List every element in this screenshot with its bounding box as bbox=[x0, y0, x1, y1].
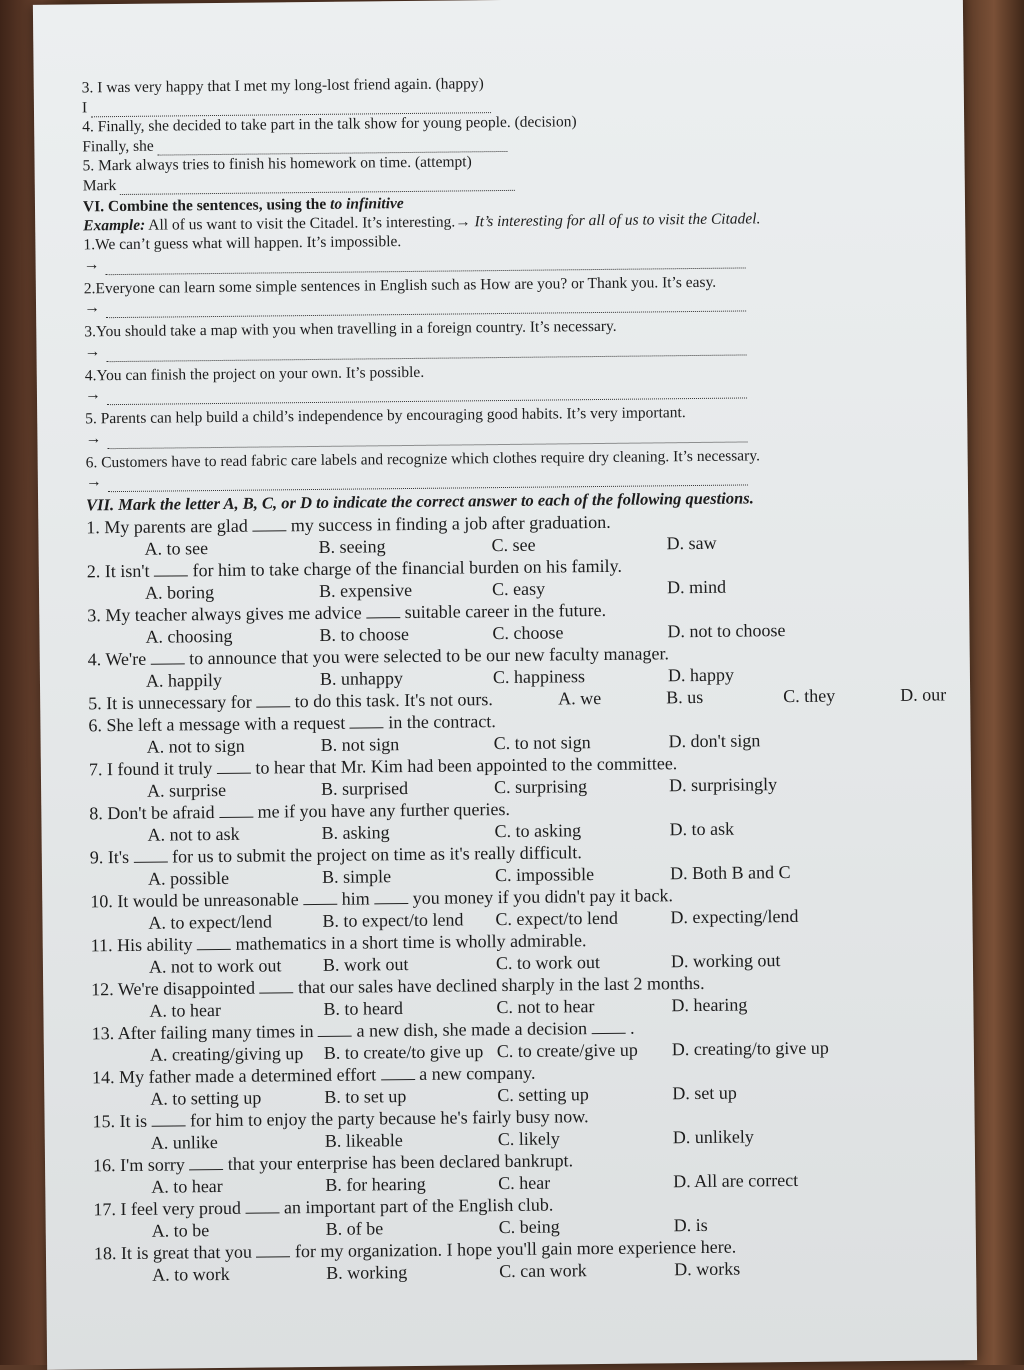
option-d[interactable]: D. to ask bbox=[669, 818, 735, 840]
option-d[interactable]: D. set up bbox=[672, 1082, 737, 1104]
option-d[interactable]: D. works bbox=[674, 1258, 741, 1280]
option-b[interactable]: B. to set up bbox=[324, 1086, 407, 1107]
option-d[interactable]: D. expecting/lend bbox=[670, 905, 799, 928]
answer-blank[interactable] bbox=[381, 1064, 415, 1080]
option-b[interactable]: B. for hearing bbox=[325, 1173, 426, 1195]
question-text: you money if you didn't pay it back. bbox=[412, 885, 674, 908]
question-item bbox=[94, 1233, 944, 1286]
option-c[interactable]: C. to asking bbox=[494, 820, 582, 842]
option-a[interactable]: A. not to work out bbox=[148, 955, 282, 977]
option-a[interactable]: A. not to sign bbox=[146, 735, 245, 757]
option-a[interactable]: A. boring bbox=[144, 582, 215, 603]
arrow-icon: → bbox=[83, 255, 100, 273]
question-text: 6. She left a message with a request bbox=[88, 712, 346, 736]
rewrite-item: 4. Finally, she decided to take part in the talk show for young people. (decision) bbox=[82, 113, 577, 136]
question-text: 13. After failing many times in bbox=[91, 1021, 314, 1044]
option-c[interactable]: C. expect/to lend bbox=[495, 907, 619, 930]
option-d[interactable]: D. mind bbox=[666, 576, 727, 598]
question-text: 3. My teacher always gives me advice bbox=[87, 602, 362, 626]
option-c[interactable]: C. being bbox=[498, 1216, 560, 1238]
answer-blank[interactable] bbox=[133, 847, 167, 863]
option-a[interactable]: A. unlike bbox=[150, 1132, 218, 1153]
question-text: suitable career in the future. bbox=[404, 599, 607, 623]
option-d[interactable]: D. hearing bbox=[671, 994, 748, 1016]
option-c[interactable]: C. impossible bbox=[494, 864, 595, 886]
question-text: 12. We're disappointed bbox=[91, 977, 256, 1000]
answer-blank[interactable] bbox=[219, 802, 253, 818]
question-text: that our sales have declined sharply in the last 2 months. bbox=[298, 972, 705, 998]
worksheet-paper bbox=[33, 0, 977, 1370]
worksheet-content bbox=[82, 69, 945, 1286]
option-d[interactable]: D. don't sign bbox=[668, 730, 761, 752]
question-text: for us to submit the project on time as it's really difficult. bbox=[171, 842, 582, 867]
question-text: him bbox=[341, 888, 370, 909]
option-c[interactable]: C. they bbox=[783, 685, 836, 707]
question-text: for him to enjoy the party because he's fairly busy now. bbox=[189, 1106, 589, 1131]
question-text: in the contract. bbox=[388, 711, 496, 733]
option-b[interactable]: B. unhappy bbox=[319, 668, 404, 689]
answer-blank[interactable] bbox=[217, 758, 251, 774]
rewrite-start: I bbox=[81, 98, 88, 116]
answer-blank[interactable] bbox=[350, 712, 384, 728]
answer-blank[interactable] bbox=[260, 977, 294, 993]
option-d[interactable]: D. All are correct bbox=[673, 1169, 799, 1192]
question-text: for my organization. I hope you'll gain more experience here. bbox=[294, 1236, 737, 1262]
option-a[interactable]: A. we bbox=[558, 687, 602, 709]
question-text: 14. My father made a determined effort bbox=[92, 1064, 377, 1088]
option-d[interactable]: D. not to choose bbox=[667, 620, 786, 642]
option-a[interactable]: A. to work bbox=[152, 1263, 230, 1285]
option-d[interactable]: D. surprisingly bbox=[668, 774, 778, 796]
arrow-icon: → bbox=[84, 386, 102, 404]
section-7-title: VII. Mark the letter A, B, C, or D to indicate the correct answer to each of the following questions. bbox=[86, 488, 754, 515]
question-text: my success in finding a job after graduation. bbox=[290, 511, 611, 536]
option-a[interactable]: A. to see bbox=[144, 538, 209, 559]
question-text: 8. Don't be afraid bbox=[89, 802, 215, 824]
answer-blank[interactable] bbox=[366, 602, 400, 618]
option-b[interactable]: B. asking bbox=[321, 822, 390, 843]
question-text: 10. It would be unreasonable bbox=[90, 889, 299, 912]
answer-blank[interactable] bbox=[318, 1021, 352, 1037]
answer-blank[interactable] bbox=[303, 889, 337, 905]
rewrite-sentence: Mark always tries to finish his homework on time. (attempt) bbox=[97, 153, 472, 175]
option-c[interactable]: C. not to hear bbox=[496, 996, 595, 1018]
answer-blank[interactable] bbox=[374, 888, 408, 904]
option-c[interactable]: C. to work out bbox=[495, 952, 601, 974]
rewrite-section bbox=[82, 69, 933, 195]
option-b[interactable]: B. not sign bbox=[320, 734, 400, 755]
option-c[interactable]: C. hear bbox=[498, 1172, 551, 1194]
option-b[interactable]: B. expensive bbox=[318, 579, 413, 601]
option-c[interactable]: C. likely bbox=[497, 1128, 560, 1150]
rewrite-sentence: Finally, she decided to take part in the talk show for young people. (decision) bbox=[97, 113, 577, 136]
option-a[interactable]: A. possible bbox=[147, 867, 230, 889]
question-text: mathematics in a short time is wholly admirable. bbox=[235, 930, 587, 954]
question-text: 1. My parents are glad bbox=[86, 515, 248, 538]
answer-blank[interactable] bbox=[151, 648, 185, 664]
combine-item: 1.We can’t guess what will happen. It’s impossible. bbox=[83, 233, 402, 254]
question-text: for him to take charge of the financial burden on his family. bbox=[192, 555, 623, 581]
option-d[interactable]: D. unlikely bbox=[672, 1126, 754, 1148]
combine-item: 3.You should take a map with you when travelling in a foreign country. It’s necessary. bbox=[84, 317, 617, 341]
rewrite-sentence: I was very happy that I met my long-lost friend again. (happy) bbox=[97, 75, 484, 97]
option-b[interactable]: B. to create/to give up bbox=[323, 1041, 484, 1063]
option-b[interactable]: B. work out bbox=[322, 954, 409, 975]
option-d[interactable]: D. is bbox=[673, 1214, 708, 1236]
answer-blank[interactable] bbox=[197, 934, 231, 950]
option-c[interactable]: C. easy bbox=[491, 578, 546, 600]
question-text: to hear that Mr. Kim had been appointed to the committee. bbox=[255, 753, 678, 778]
answer-blank[interactable] bbox=[245, 1197, 279, 1213]
answer-blank[interactable] bbox=[591, 1018, 625, 1034]
answer-blank[interactable] bbox=[256, 691, 290, 707]
question-text: a new company. bbox=[419, 1062, 536, 1084]
combine-item: 2.Everyone can learn some simple sentences in English such as How are you? or Thank you. It’s easy. bbox=[83, 273, 717, 297]
option-b[interactable]: B. simple bbox=[321, 866, 392, 887]
question-text: 16. I'm sorry bbox=[92, 1154, 185, 1176]
option-a[interactable]: A. creating/giving up bbox=[149, 1043, 304, 1065]
question-text: . bbox=[629, 1017, 635, 1038]
option-b[interactable]: B. seeing bbox=[318, 536, 386, 557]
option-a[interactable]: A. to hear bbox=[149, 999, 222, 1021]
question-text: 2. It isn't bbox=[86, 560, 150, 582]
question-text: 4. We're bbox=[87, 648, 147, 670]
option-a[interactable]: A. surprise bbox=[147, 779, 227, 801]
option-c[interactable]: C. happiness bbox=[492, 666, 586, 688]
question-stem bbox=[93, 1194, 553, 1221]
answer-blank[interactable] bbox=[154, 560, 188, 576]
question-text: a new dish, she made a decision bbox=[356, 1018, 588, 1041]
arrow-icon: → bbox=[85, 473, 102, 491]
option-d[interactable]: D. happy bbox=[667, 664, 735, 686]
arrow-icon: → bbox=[85, 429, 102, 447]
option-c[interactable]: C. choose bbox=[492, 622, 564, 644]
question-text: 17. I feel very proud bbox=[93, 1197, 242, 1220]
option-b[interactable]: B. of be bbox=[325, 1218, 384, 1239]
option-c[interactable]: C. setting up bbox=[497, 1084, 589, 1106]
question-text: to announce that you were selected to be our new faculty manager. bbox=[189, 643, 670, 669]
option-c[interactable]: C. surprising bbox=[493, 776, 588, 798]
question-text: to do this task. It's not ours. bbox=[294, 689, 493, 712]
option-a[interactable]: A. to hear bbox=[151, 1175, 223, 1197]
answer-blank[interactable] bbox=[256, 1241, 290, 1257]
option-a[interactable]: A. to expect/lend bbox=[148, 911, 273, 933]
option-c[interactable]: C. see bbox=[491, 534, 536, 556]
rewrite-start: Finally, she bbox=[82, 137, 154, 155]
option-b[interactable]: B. surprised bbox=[320, 778, 409, 799]
rewrite-item: 3. I was very happy that I met my long-lost friend again. (happy) bbox=[81, 75, 484, 97]
answer-blank[interactable] bbox=[252, 515, 286, 531]
option-a[interactable]: A. to setting up bbox=[150, 1087, 262, 1109]
section-6-example: Example: All of us want to visit the Citadel. It’s interesting.→ It’s interesting for all of us to visit the Citadel. bbox=[83, 210, 761, 235]
question-text: that your enterprise has been declared bankrupt. bbox=[227, 1150, 574, 1174]
option-a[interactable]: A. not to ask bbox=[147, 823, 240, 845]
option-d[interactable]: D. creating/to give up bbox=[671, 1037, 829, 1060]
question-text: 15. It is bbox=[92, 1110, 148, 1132]
option-b[interactable]: B. likeable bbox=[324, 1130, 403, 1151]
question-text: 11. His ability bbox=[90, 934, 193, 956]
question-text: 7. I found it truly bbox=[88, 758, 213, 780]
option-d[interactable]: D. working out bbox=[670, 950, 781, 972]
question-stem bbox=[92, 1062, 536, 1089]
option-c[interactable]: C. can work bbox=[499, 1260, 587, 1282]
option-d[interactable]: D. our bbox=[900, 684, 947, 705]
rewrite-item: 5. Mark always tries to finish his homework on time. (attempt) bbox=[82, 153, 472, 175]
option-b[interactable]: B. to heard bbox=[323, 998, 403, 1019]
option-b[interactable]: B. us bbox=[666, 686, 704, 708]
option-a[interactable]: A. choosing bbox=[145, 625, 233, 647]
question-stem bbox=[89, 798, 510, 824]
rewrite-start: Mark bbox=[82, 176, 117, 194]
option-a[interactable]: A. to be bbox=[151, 1220, 210, 1241]
question-text: 18. It is great that you bbox=[93, 1241, 253, 1264]
option-b[interactable]: B. to expect/to lend bbox=[322, 909, 464, 931]
multiple-choice-list bbox=[86, 507, 947, 1286]
answer-blank[interactable] bbox=[189, 1154, 223, 1170]
option-c[interactable]: C. to create/give up bbox=[496, 1039, 638, 1062]
arrow-icon: → bbox=[83, 299, 101, 317]
option-d[interactable]: D. Both B and C bbox=[669, 862, 791, 884]
option-b[interactable]: B. working bbox=[326, 1262, 408, 1283]
section-6-title: VI. Combine the sentences, using the to infinitive bbox=[82, 195, 404, 216]
option-a[interactable]: A. happily bbox=[145, 669, 223, 691]
combine-item: 6. Customers have to read fabric care labels and recognize which clothes require dry cleaning. It’s necessary. bbox=[85, 446, 760, 471]
question-text: 9. It's bbox=[89, 846, 130, 868]
combine-item: 4.You can finish the project on your own. It’s possible. bbox=[84, 363, 425, 384]
option-c[interactable]: C. to not sign bbox=[493, 732, 591, 754]
arrow-icon: → bbox=[84, 342, 101, 360]
question-text: 5. It is unnecessary for bbox=[88, 691, 252, 714]
option-d[interactable]: D. saw bbox=[666, 532, 717, 554]
question-text: me if you have any further queries. bbox=[257, 798, 511, 822]
answer-blank[interactable] bbox=[151, 1110, 185, 1126]
question-text: an important part of the English club. bbox=[283, 1194, 554, 1218]
question-stem bbox=[88, 710, 496, 736]
combine-item: 5. Parents can help build a child’s independence by encouraging good habits. It’s very important. bbox=[85, 404, 686, 428]
option-b[interactable]: B. to choose bbox=[319, 624, 410, 645]
